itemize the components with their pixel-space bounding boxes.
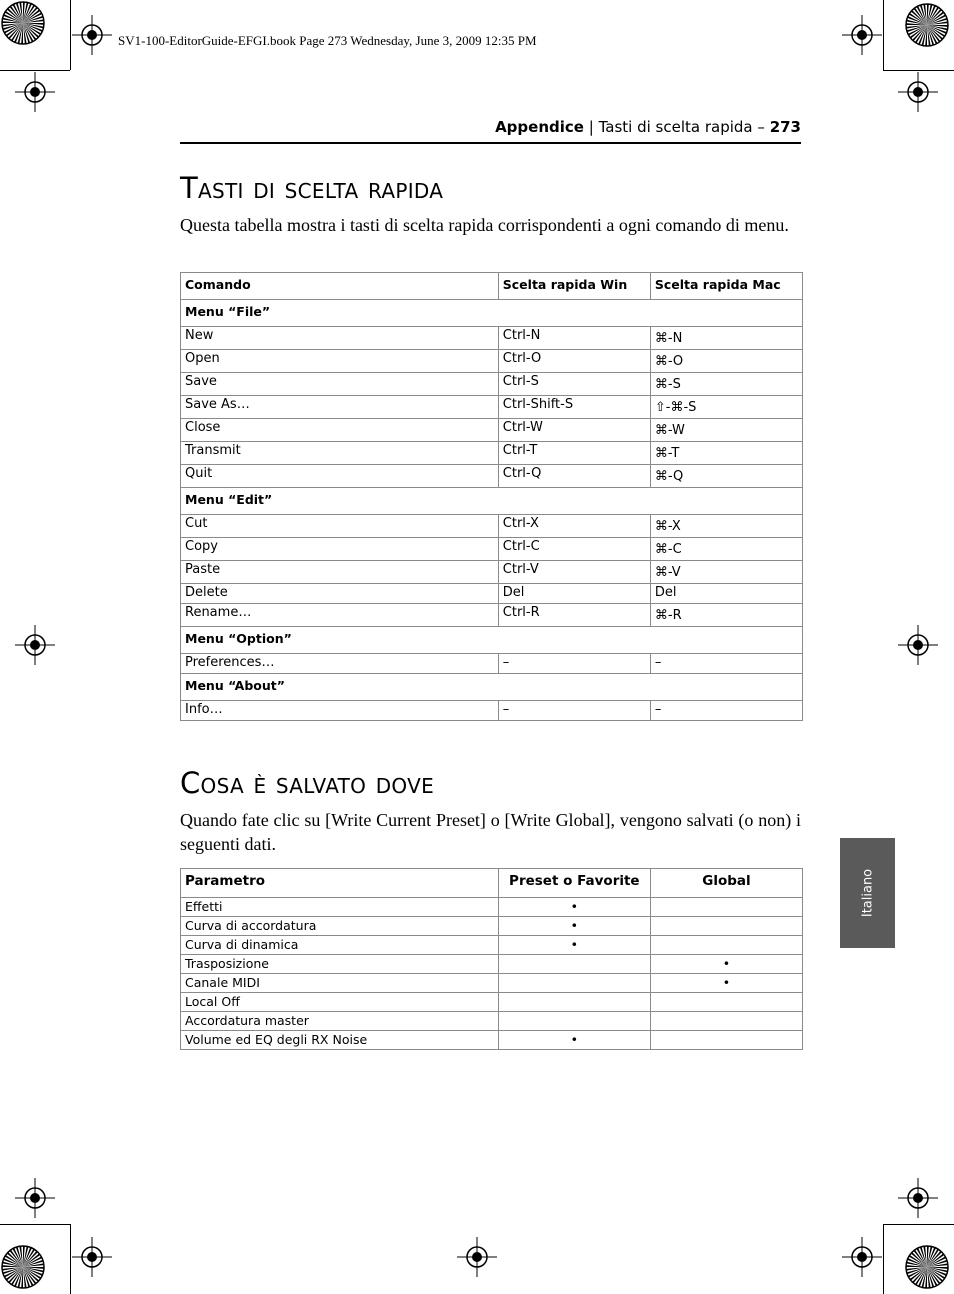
cell-cmd	[181, 350, 499, 373]
star-target-mark	[0, 1244, 46, 1290]
menu-group-row	[181, 674, 803, 701]
table-row	[181, 465, 803, 488]
crop-line	[883, 70, 954, 71]
table-row	[181, 515, 803, 538]
registration-mark	[457, 1237, 497, 1277]
table-row	[181, 917, 803, 936]
table-row	[181, 538, 803, 561]
cell-cmd-text: Copy	[185, 539, 218, 554]
column-header: Scelta rapida Win	[498, 273, 650, 300]
print-info-line: SV1-100-EditorGuide-EFGI.book Page 273 Wednesday, June 3, 2009 12:35 PM	[118, 33, 537, 48]
registration-mark	[842, 15, 882, 55]
language-side-tab	[840, 838, 895, 948]
cell-cmd	[181, 515, 499, 538]
cell-param: Volume ed EQ degli RX Noise	[181, 1031, 499, 1050]
cell-win-text: Ctrl-O	[502, 351, 542, 366]
table-row	[181, 654, 803, 674]
cell-cmd	[181, 654, 499, 674]
cell-mac-text: ⌘-S	[654, 377, 681, 392]
cell-win-text: Ctrl-N	[502, 328, 541, 343]
cell-win	[498, 396, 650, 419]
cell-preset: •	[498, 917, 650, 936]
cell-global	[650, 936, 802, 955]
star-target-mark	[904, 1244, 950, 1290]
cell-param: Accordatura master	[181, 1012, 499, 1031]
menu-group-label: Menu “File”	[181, 300, 803, 327]
crop-line	[883, 0, 884, 70]
cell-win-text: Ctrl-Q	[502, 466, 542, 481]
menu-group-row	[181, 488, 803, 515]
cell-cmd-text: Quit	[185, 466, 213, 481]
cell-win-text: Ctrl-X	[502, 516, 539, 531]
column-header: Preset o Favorite	[498, 869, 650, 898]
section-heading-save-locations: Cosa è salvato dove	[180, 766, 435, 800]
cell-mac	[650, 419, 802, 442]
cell-mac	[650, 654, 802, 674]
header-separator: |	[588, 118, 594, 136]
star-target-mark	[904, 2, 950, 48]
registration-mark	[15, 625, 55, 665]
cell-global	[650, 917, 802, 936]
cell-preset: •	[498, 1031, 650, 1050]
table-row	[181, 373, 803, 396]
cell-mac-text: ⌘-X	[654, 519, 681, 534]
table-row	[181, 604, 803, 627]
cell-cmd-text: Info…	[185, 702, 223, 717]
registration-mark	[15, 1178, 55, 1218]
cell-param: Curva di accordatura	[181, 917, 499, 936]
cell-mac	[650, 561, 802, 584]
header-title: Tasti di scelta rapida	[598, 118, 753, 136]
cell-mac-text: ⌘-R	[654, 608, 682, 623]
cell-mac-text: ⌘-W	[654, 423, 685, 438]
registration-mark	[15, 72, 55, 112]
menu-group-row	[181, 627, 803, 654]
cell-param: Effetti	[181, 898, 499, 917]
cell-win	[498, 350, 650, 373]
cell-cmd	[181, 701, 499, 721]
cell-mac	[650, 584, 802, 604]
column-header: Global	[650, 869, 802, 898]
cell-mac	[650, 373, 802, 396]
cell-mac-text: –	[654, 655, 662, 670]
cell-mac-text: Del	[654, 585, 677, 600]
cell-mac-text: ⌘-Q	[654, 469, 684, 484]
cell-cmd-text: Rename…	[185, 605, 252, 620]
header-dash: –	[757, 118, 765, 136]
cell-mac	[650, 327, 802, 350]
cell-win	[498, 604, 650, 627]
cell-global	[650, 1012, 802, 1031]
cell-win	[498, 584, 650, 604]
cell-mac	[650, 350, 802, 373]
cell-global	[650, 993, 802, 1012]
cell-cmd-text: Cut	[185, 516, 208, 531]
cell-win-text: Ctrl-Shift-S	[502, 397, 574, 412]
table-row	[181, 419, 803, 442]
cell-param: Canale MIDI	[181, 974, 499, 993]
cell-win-text: Ctrl-V	[502, 562, 539, 577]
table-row	[181, 327, 803, 350]
cell-win-text: –	[502, 702, 510, 717]
cell-mac	[650, 515, 802, 538]
cell-cmd-text: Delete	[185, 585, 228, 600]
cell-param: Curva di dinamica	[181, 936, 499, 955]
cell-mac	[650, 442, 802, 465]
cell-win-text: Del	[502, 585, 525, 600]
cell-preset: •	[498, 936, 650, 955]
cell-mac-text: ⌘-C	[654, 542, 682, 557]
cell-mac	[650, 465, 802, 488]
cell-global	[650, 1031, 802, 1050]
registration-mark	[898, 1178, 938, 1218]
cell-win	[498, 373, 650, 396]
running-header	[180, 118, 801, 136]
table-row	[181, 936, 803, 955]
cell-cmd	[181, 538, 499, 561]
registration-mark	[898, 72, 938, 112]
cell-preset	[498, 955, 650, 974]
registration-mark	[72, 15, 112, 55]
cell-mac-text: –	[654, 702, 662, 717]
cell-preset	[498, 993, 650, 1012]
table-row	[181, 584, 803, 604]
star-target-mark	[0, 0, 46, 46]
table-row	[181, 442, 803, 465]
crop-line	[883, 1224, 884, 1294]
cell-cmd-text: Close	[185, 420, 221, 435]
page-number: 273	[769, 118, 801, 136]
cell-win	[498, 515, 650, 538]
cell-win	[498, 701, 650, 721]
table-row	[181, 1031, 803, 1050]
cell-mac-text: ⌘-N	[654, 331, 683, 346]
cell-win	[498, 442, 650, 465]
crop-line	[883, 1224, 954, 1225]
cell-win	[498, 327, 650, 350]
cell-preset: •	[498, 898, 650, 917]
cell-win-text: Ctrl-S	[502, 374, 539, 389]
cell-mac-text: ⇧-⌘-S	[654, 400, 697, 415]
cell-mac	[650, 701, 802, 721]
table-row	[181, 701, 803, 721]
cell-cmd	[181, 561, 499, 584]
cell-mac	[650, 396, 802, 419]
shortcuts-table	[180, 272, 803, 721]
crop-line	[70, 0, 71, 70]
column-header: Parametro	[181, 869, 499, 898]
table-row	[181, 1012, 803, 1031]
table-header-row	[181, 273, 803, 300]
cell-preset	[498, 974, 650, 993]
menu-group-row	[181, 300, 803, 327]
cell-win-text: Ctrl-R	[502, 605, 540, 620]
cell-cmd-text: Preferences…	[185, 655, 275, 670]
table-row	[181, 898, 803, 917]
section-heading-shortcuts: Tasti di scelta rapida	[180, 171, 444, 205]
crop-line	[70, 1224, 71, 1294]
cell-cmd	[181, 584, 499, 604]
cell-cmd	[181, 327, 499, 350]
cell-cmd-text: New	[185, 328, 214, 343]
table-header-row	[181, 869, 803, 898]
cell-mac	[650, 538, 802, 561]
cell-win	[498, 419, 650, 442]
cell-cmd-text: Paste	[185, 562, 221, 577]
save-locations-table	[180, 868, 803, 1050]
table-row	[181, 955, 803, 974]
cell-mac-text: ⌘-O	[654, 354, 684, 369]
cell-cmd-text: Transmit	[185, 443, 241, 458]
cell-cmd	[181, 442, 499, 465]
table-row	[181, 974, 803, 993]
menu-group-label: Menu “Option”	[181, 627, 803, 654]
cell-win-text: –	[502, 655, 510, 670]
cell-cmd-text: Save	[185, 374, 217, 389]
cell-mac-text: ⌘-T	[654, 446, 680, 461]
cell-preset	[498, 1012, 650, 1031]
crop-line	[0, 1224, 70, 1225]
cell-global: •	[650, 974, 802, 993]
crop-line	[0, 70, 70, 71]
cell-mac	[650, 604, 802, 627]
save-locations-intro: Quando fate clic su [Write Current Preset] o [Write Global], vengono salvati (o non) i seguenti dati.	[180, 810, 801, 854]
table-row	[181, 350, 803, 373]
column-header: Scelta rapida Mac	[650, 273, 802, 300]
header-chapter: Appendice	[495, 118, 584, 136]
cell-win-text: Ctrl-C	[502, 539, 540, 554]
cell-win	[498, 654, 650, 674]
registration-mark	[898, 625, 938, 665]
registration-mark	[842, 1237, 882, 1277]
table-row	[181, 993, 803, 1012]
shortcuts-intro: Questa tabella mostra i tasti di scelta rapida corrispondenti a ogni comando di menu.	[180, 215, 789, 235]
column-header: Comando	[181, 273, 499, 300]
side-tab-label: Italiano	[860, 868, 875, 918]
cell-param: Local Off	[181, 993, 499, 1012]
cell-global: •	[650, 955, 802, 974]
cell-cmd	[181, 465, 499, 488]
cell-cmd-text: Save As…	[185, 397, 250, 412]
table-row	[181, 396, 803, 419]
cell-win	[498, 465, 650, 488]
cell-win	[498, 561, 650, 584]
cell-cmd	[181, 604, 499, 627]
cell-param: Trasposizione	[181, 955, 499, 974]
cell-cmd-text: Open	[185, 351, 220, 366]
cell-win-text: Ctrl-W	[502, 420, 543, 435]
header-rule	[180, 142, 801, 144]
registration-mark	[72, 1237, 112, 1277]
cell-mac-text: ⌘-V	[654, 565, 681, 580]
cell-win	[498, 538, 650, 561]
cell-cmd	[181, 419, 499, 442]
cell-cmd	[181, 396, 499, 419]
cell-cmd	[181, 373, 499, 396]
cell-win-text: Ctrl-T	[502, 443, 538, 458]
menu-group-label: Menu “About”	[181, 674, 803, 701]
table-row	[181, 561, 803, 584]
menu-group-label: Menu “Edit”	[181, 488, 803, 515]
cell-global	[650, 898, 802, 917]
